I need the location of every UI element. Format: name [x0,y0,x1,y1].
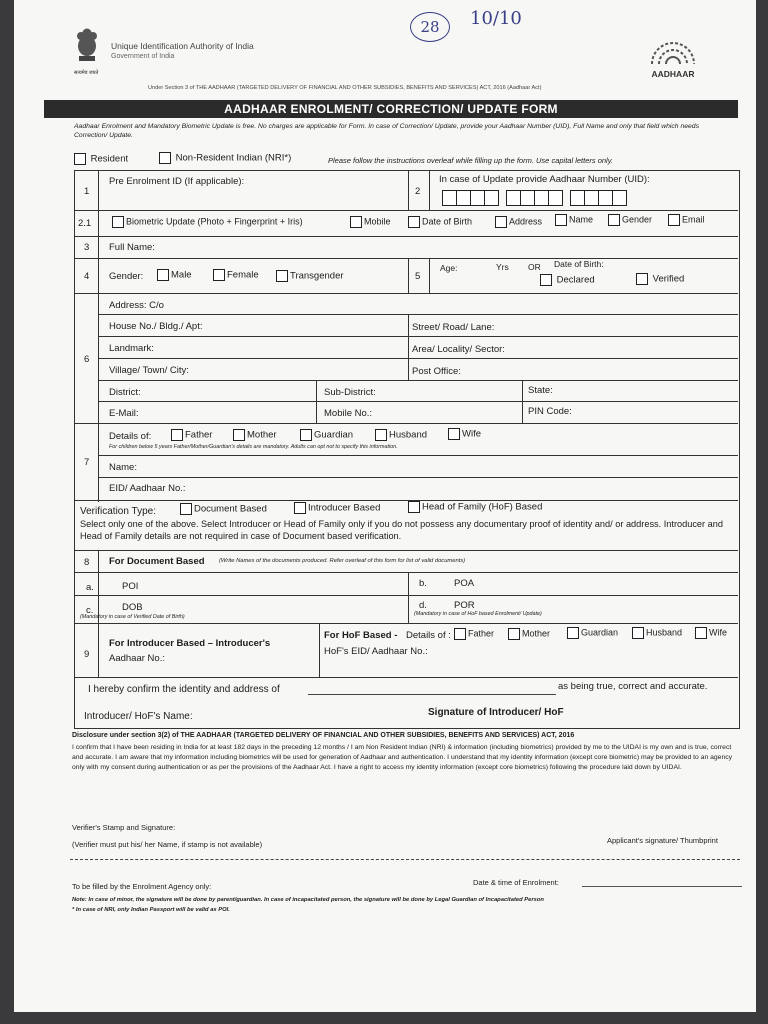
poi-label[interactable]: POI [122,581,139,592]
pin-label[interactable]: PIN Code: [528,406,572,417]
relation-wife-label: Wife [462,428,481,440]
email-label[interactable]: E-Mail: [109,408,139,419]
verify-introducer-checkbox[interactable] [294,502,380,514]
hof-husband-checkbox[interactable] [632,627,682,639]
uid-label: In case of Update provide Aadhaar Number (UID): [439,174,650,185]
hof-father-label: Father [468,628,495,639]
biometric-update-label: Biometric Update (Photo + Fingerprint + Iris) [126,216,303,227]
document-based-title: For Document Based [109,556,205,567]
relation-name-label[interactable]: Name: [109,462,137,473]
or-label: OR [528,262,541,272]
confirm-suffix: as being true, correct and accurate. [558,681,708,692]
row3-number: 3 [84,242,90,253]
disclosure-body: I confirm that I have been residing in India for at least 182 days in the preceding 12 months / I am Non Resident Indian (NRI) & information (including biometrics) provided by me to the UIDAI is my own and is true, correct and accurate. I am aware that my information including biometrics will be used for generation of Aadhaar and authentication. I understand that my identity information (except core biometric) may be provided to an agency only with my consent during authentication or as per the provisions of the Aadhaar Act. I have a right to access my identity information (except core biometrics) following the procedure laid down by UIDAI. [72,744,733,771]
dob-label[interactable]: Date of Birth: [554,259,604,269]
applicant-signature-label[interactable]: Applicant's signature/ Thumbprint [607,836,718,845]
confirm-prefix: I hereby confirm the identity and address of [88,684,280,695]
yrs-label: Yrs [496,262,509,272]
mobile-label[interactable]: Mobile No.: [324,408,373,419]
confirm-name-line[interactable] [308,694,556,695]
row6-number: 6 [84,354,90,365]
introducer-aadhaar-label[interactable]: Aadhaar No.: [109,653,165,664]
poa-label[interactable]: POA [454,578,475,589]
por-note: (Mandatory in case of HoF based Enrolment/ Update) [414,611,542,617]
dob-declared-label: Declared [556,274,595,286]
document-based-note: (Write Names of the documents produced. Refer overleaf of this form for list of valid documents) [219,558,466,564]
nri-checkbox[interactable] [159,152,291,164]
verify-hof-checkbox[interactable] [408,501,542,513]
gender-transgender-checkbox[interactable] [276,270,344,282]
verifier-label[interactable]: Verifier's Stamp and Signature: [72,823,176,832]
details-of-label: Details of: [109,431,152,442]
gender-male-label: Male [171,269,192,281]
state-label[interactable]: State: [528,385,553,396]
dob-update-checkbox[interactable] [408,216,472,228]
relation-father-label: Father [185,429,213,441]
landmark-label[interactable]: Landmark: [109,343,154,354]
street-label[interactable]: Street/ Road/ Lane: [412,322,495,333]
locality-label[interactable]: Area/ Locality/ Sector: [412,344,505,355]
dob-verified-label: Verified [652,273,685,285]
handwritten-date: 10/10 [470,8,522,29]
poi-letter: a. [86,582,94,593]
row2-number: 2 [415,186,421,197]
relation-note: For children below 5 years Father/Mother/Guardian's details are mandatory. Adults can opt not to specify this information. [109,444,398,450]
gender-update-label: Gender [622,214,653,225]
hof-wife-checkbox[interactable] [695,627,727,639]
instruction-text: Please follow the instructions overleaf while filling up the form. Use capital letters only. [328,156,613,165]
hof-details-label: Details of : [406,630,451,641]
email-update-checkbox[interactable] [668,214,705,226]
hof-eid-label[interactable]: HoF's EID/ Aadhaar No.: [324,646,428,657]
verify-document-checkbox[interactable] [180,503,267,515]
post-office-label[interactable]: Post Office: [412,366,461,377]
verify-introducer-label: Introducer Based [308,502,381,514]
verify-document-label: Document Based [194,503,267,515]
row4-number: 4 [84,271,90,282]
introducer-signature-label[interactable]: Signature of Introducer/ HoF [428,707,564,718]
dob-declared-checkbox[interactable] [540,274,595,286]
gender-male-checkbox[interactable] [157,269,192,281]
relation-husband-checkbox[interactable] [375,429,427,441]
relation-eid-label[interactable]: EID/ Aadhaar No.: [109,483,186,494]
mobile-update-checkbox[interactable] [350,216,391,228]
row8-number: 8 [84,557,90,568]
row21-number: 2.1 [78,218,92,229]
introducer-name-label[interactable]: Introducer/ HoF's Name: [84,711,193,722]
relation-wife-checkbox[interactable] [448,428,481,440]
row7-number: 7 [84,457,90,468]
gender-female-checkbox[interactable] [213,269,259,281]
relation-mother-checkbox[interactable] [233,429,277,441]
gender-female-label: Female [227,269,259,281]
full-name-label[interactable]: Full Name: [109,242,155,253]
gender-transgender-label: Transgender [290,270,344,282]
relation-guardian-checkbox[interactable] [300,429,353,441]
name-update-checkbox[interactable] [555,214,593,226]
por-letter: d. [419,600,427,611]
hof-husband-label: Husband [646,627,683,638]
address-update-checkbox[interactable] [495,216,542,228]
form-intro: Aadhaar Enrolment and Mandatory Biometric Update is free. No charges are applicable for Form. In case of Correction/ Update, provide your Aadhaar Number (UID), Full Name and only that field which needs Correction/ Update. [74,123,699,139]
verification-note: Select only one of the above. Select Introducer or Head of Family only if you do not possess any documentary proof of identity and/ or address. Introducer and Head of Family details are not required in case of Document based verification. [80,519,723,541]
hof-guardian-label: Guardian [581,627,619,638]
row9-number: 9 [84,649,90,660]
aadhaar-logo-icon [642,36,704,79]
dob-verified-checkbox[interactable] [636,273,684,285]
mobile-update-label: Mobile [364,216,391,227]
disclosure-title: Disclosure under section 3(2) of THE AADHAAR (TARGETED DELIVERY OF FINANCIAL AND OTHER SUBSIDIES, BENEFITS AND SERVICES) ACT, 2016 [72,732,575,739]
handwritten-number-text: 28 [420,18,440,36]
por-label[interactable]: POR [454,600,475,611]
pre-enrolment-label: Pre Enrolment ID (If applicable): [109,176,245,187]
hof-wife-label: Wife [709,627,727,638]
footer-note-nri: * In case of NRI, only Indian Passport will be valid as POI. [72,907,230,913]
form-sheet [14,0,756,1012]
hof-guardian-checkbox[interactable] [567,627,618,639]
hof-mother-label: Mother [522,628,551,639]
relation-father-checkbox[interactable] [171,429,212,441]
verifier-note: (Verifier must put his/ her Name, if stamp is not available) [72,840,263,849]
dob-doc-letter: c. [86,605,94,616]
gender-update-checkbox[interactable] [608,214,652,226]
hof-based-title: For HoF Based - [324,630,398,641]
enrolment-datetime-label[interactable]: Date & time of Enrolment: [473,878,559,887]
village-label[interactable]: Village/ Town/ City: [109,365,189,376]
dob-doc-note: (Mandatory in case of Verified Date of Birth) [80,614,185,620]
hof-mother-checkbox[interactable] [508,628,550,640]
uid-input[interactable] [442,190,626,211]
resident-checkbox[interactable] [74,153,128,165]
district-label[interactable]: District: [109,387,141,398]
row1-number: 1 [84,186,90,197]
email-update-label: Email [682,214,705,225]
dob-doc-label[interactable]: DOB [122,602,143,613]
relation-mother-label: Mother [247,429,277,441]
act-line: Under Section 3 of THE AADHAAR (TARGETED DELIVERY OF FINANCIAL AND OTHER SUBSIDIES, BENEFITS AND SERVICES) ACT, 2016 (Aadhaar Act) [148,85,542,91]
form-title: AADHAAR ENROLMENT/ CORRECTION/ UPDATE FORM [44,100,738,118]
verification-type-label: Verification Type: [80,506,156,517]
emblem-icon [72,26,102,72]
introducer-based-title: For Introducer Based – Introducer's [109,638,271,649]
poa-letter: b. [419,578,427,589]
authority-name: Unique Identification Authority of India [111,41,254,51]
resident-label: Resident [90,153,129,165]
relation-guardian-label: Guardian [314,429,354,441]
row5-number: 5 [415,271,421,282]
verify-hof-label: Head of Family (HoF) Based [422,501,543,513]
government-name: Government of India [111,53,175,60]
cut-line [70,859,740,860]
handwritten-number [410,12,450,42]
house-label[interactable]: House No./ Bldg./ Apt: [109,321,203,332]
name-update-label: Name [569,214,594,225]
footer-note-minor: Note: In case of minor, the signature will be done by parent/guardian. In case of incapacitated person, the signature will be done by Legal Guardian of Incapacitated Person [72,897,544,903]
dob-update-label: Date of Birth [422,216,473,227]
agency-label: To be filled by the Enrolment Agency only: [72,882,212,891]
nri-label: Non-Resident Indian (NRI*) [175,152,292,164]
gender-label: Gender: [109,271,144,282]
emblem-caption: सत्यमेव जयते [74,70,99,76]
address-update-label: Address [509,216,543,227]
relation-husband-label: Husband [389,429,428,441]
hof-father-checkbox[interactable] [454,628,494,640]
biometric-update-checkbox[interactable] [112,216,303,228]
subdistrict-label[interactable]: Sub-District: [324,387,376,398]
aadhaar-logo-text: AADHAAR [651,69,695,79]
enrolment-datetime-line[interactable] [582,886,742,887]
age-label[interactable]: Age: [440,263,458,273]
address-co-label[interactable]: Address: C/o [109,300,164,311]
